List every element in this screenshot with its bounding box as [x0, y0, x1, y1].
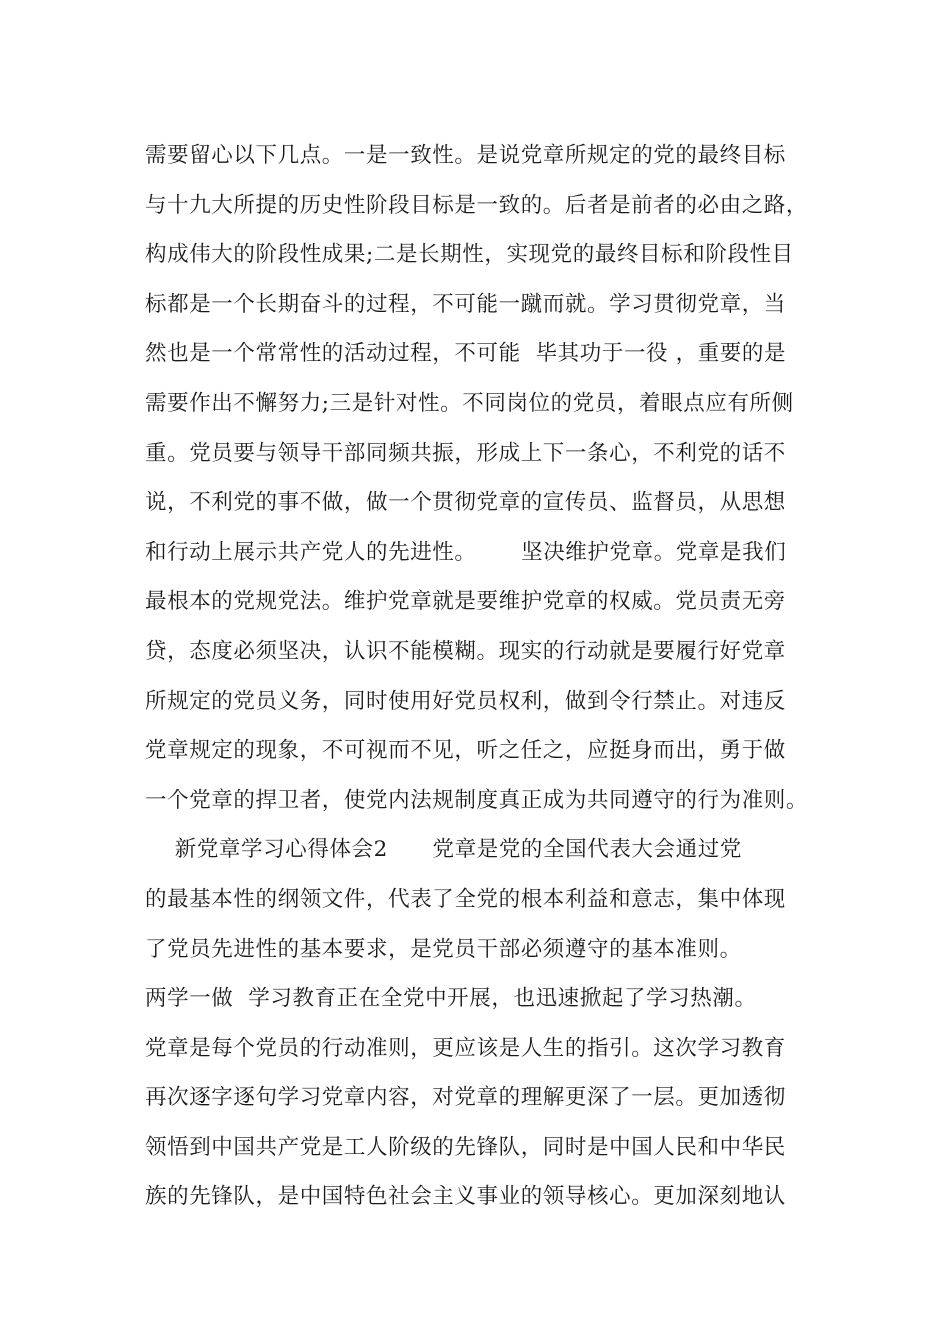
text-line: 再次逐字逐句学习党章内容，对党章的理解更深了一层。更加透彻	[145, 1085, 786, 1111]
text-line: 构成伟大的阶段性成果;二是长期性，实现党的最终目标和阶段性目	[145, 242, 794, 268]
text-line: 两学一做 学习教育正在全党中开展，也迅速掀起了学习热潮。	[145, 986, 757, 1012]
section-heading-line: 新党章学习心得体会2 党章是党的全国代表大会通过党	[145, 837, 742, 863]
text-line: 然也是一个常常性的活动过程，不可能 毕其功于一役 ，重要的是	[145, 341, 787, 367]
text-line: 所规定的党员义务，同时使用好党员权利，做到令行禁止。对违反	[145, 688, 786, 714]
text-line: 了党员先进性的基本要求，是党员干部必须遵守的基本准则。	[145, 936, 742, 962]
text-line: 需要留心以下几点。一是一致性。是说党章所规定的党的最终目标	[145, 143, 786, 168]
text-line: 和行动上展示共产党人的先进性。 坚决维护党章。党章是我们	[145, 539, 787, 565]
text-line: 标都是一个长期奋斗的过程，不可能一蹴而就。学习贯彻党章，当	[145, 291, 786, 317]
text-line: 贷，态度必须坚决，认识不能模糊。现实的行动就是要履行好党章	[145, 638, 786, 664]
body-text	[145, 131, 815, 1222]
text-line: 族的先锋队，是中国特色社会主义事业的领导核心。更加深刻地认	[145, 1184, 786, 1210]
text-line: 领悟到中国共产党是工人阶级的先锋队，同时是中国人民和中华民	[145, 1134, 786, 1160]
text-line: 重。党员要与领导干部同频共振，形成上下一条心，不利党的话不	[145, 440, 786, 466]
text-line: 最根本的党规党法。维护党章就是要维护党章的权威。党员责无旁	[145, 589, 786, 615]
text-line: 说，不利党的事不做，做一个贯彻党章的宣传员、监督员，从思想	[145, 490, 786, 516]
text-line: 的最基本性的纲领文件，代表了全党的根本利益和意志，集中体现	[145, 886, 786, 912]
text-line: 党章规定的现象，不可视而不见，听之任之，应挺身而出，勇于做	[145, 738, 786, 764]
text-line: 与十九大所提的历史性阶段目标是一致的。后者是前者的必由之路，	[145, 192, 809, 218]
text-line: 一个党章的捍卫者，使党内法规制度真正成为共同遵守的行为准则。	[145, 787, 809, 813]
text-line: 需要作出不懈努力;三是针对性。不同岗位的党员，着眼点应有所侧	[145, 390, 794, 416]
text-line: 党章是每个党员的行动准则，更应该是人生的指引。这次学习教育	[145, 1035, 786, 1061]
